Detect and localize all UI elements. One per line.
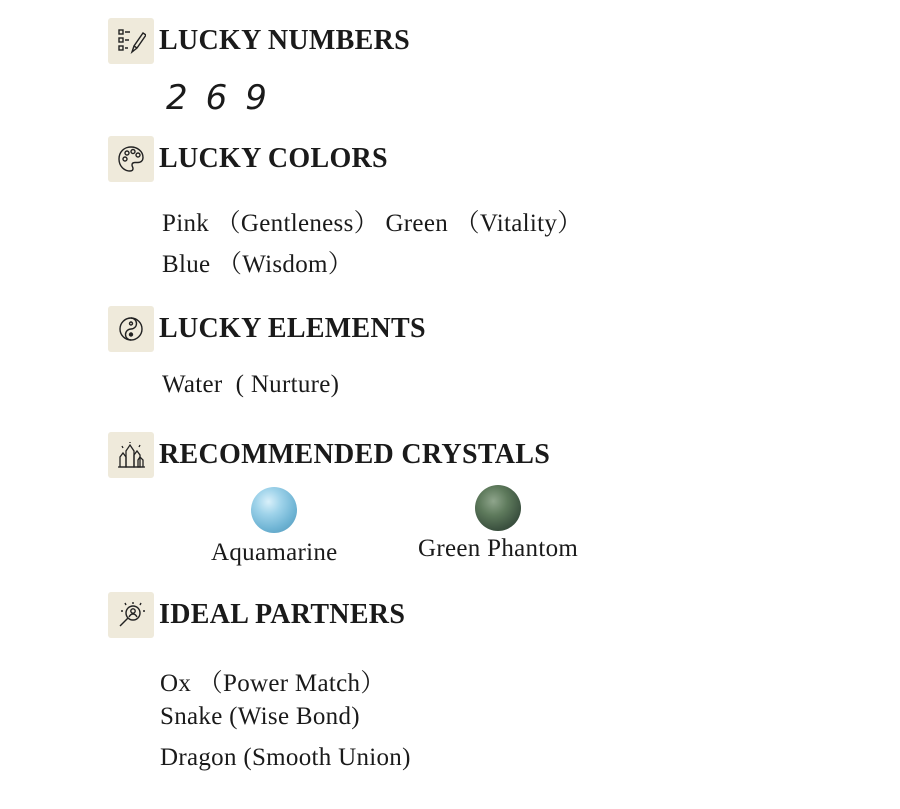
- lucky-number: 6: [205, 78, 228, 118]
- lucky-elements-line: Water ( Nurture): [162, 371, 340, 398]
- lucky-colors-title: LUCKY COLORS: [159, 143, 388, 174]
- crystal-aquamarine: [211, 487, 338, 567]
- lucky-number: 9: [245, 78, 267, 118]
- lucky-number: 2: [166, 78, 188, 118]
- lucky-numbers-header: [108, 18, 410, 64]
- lucky-numbers-title: LUCKY NUMBERS: [159, 25, 410, 56]
- lucky-colors-line: Blue （Wisdom）: [162, 251, 354, 278]
- lucky-elements-header: [108, 306, 426, 352]
- partner-item: Dragon (Smooth Union): [160, 744, 411, 771]
- crystals-header: [108, 432, 550, 478]
- palette-icon: [108, 136, 154, 182]
- ideal-partners-header: [108, 592, 405, 638]
- crystal-label: Aquamarine: [211, 539, 338, 566]
- crystal-green-phantom: [418, 485, 578, 563]
- lucky-colors-line: Pink （Gentleness） Green （Vitality）: [162, 210, 583, 237]
- lucky-elements-title: LUCKY ELEMENTS: [159, 313, 426, 344]
- partner-item: Ox （Power Match）: [160, 670, 386, 697]
- partner-search-icon: [108, 592, 154, 638]
- yin-yang-icon: [108, 306, 154, 352]
- ideal-partners-title: IDEAL PARTNERS: [159, 599, 406, 630]
- aquamarine-stone-image: [251, 487, 297, 533]
- partner-item: Snake (Wise Bond): [160, 703, 360, 730]
- crystals-title: RECOMMENDED CRYSTALS: [159, 439, 551, 470]
- lucky-numbers-values: [166, 78, 285, 118]
- lucky-colors-header: [108, 136, 388, 182]
- crystals-icon: [108, 432, 154, 478]
- checklist-pencil-icon: [108, 18, 154, 64]
- green-phantom-stone-image: [475, 485, 521, 531]
- crystal-label: Green Phantom: [418, 535, 579, 562]
